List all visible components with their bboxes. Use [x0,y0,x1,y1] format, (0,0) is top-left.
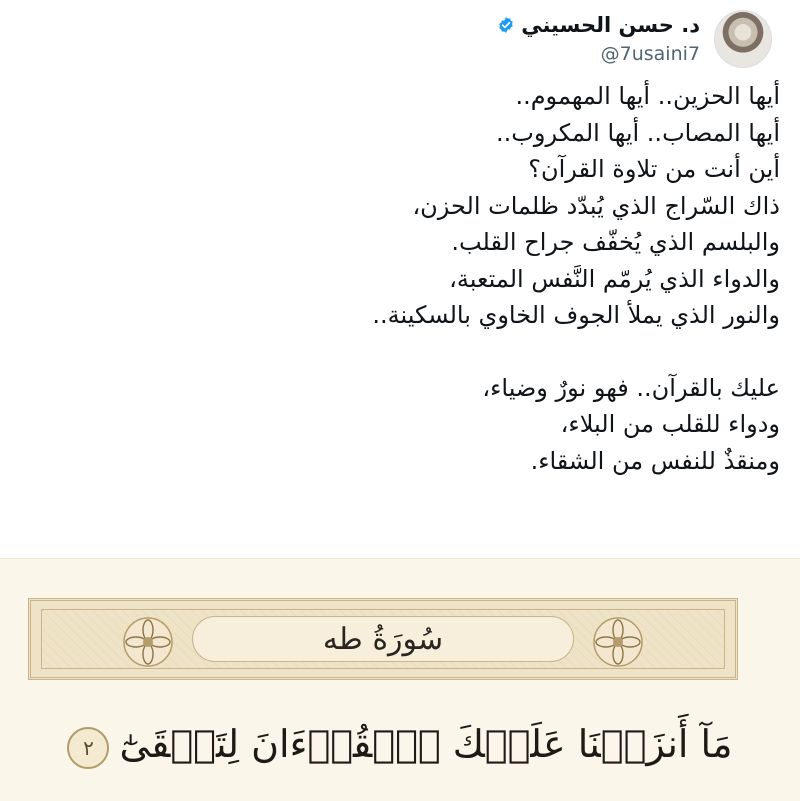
tweet-text [20,78,780,479]
ayah-text: مَآ أَنزَلۡنَا عَلَيۡكَ ٱلۡقُرۡءَانَ لِتَشۡقَىٰٓ [119,722,733,766]
rosette-ornament-icon [592,616,644,668]
tweet-line: والبلسم الذي يُخفّف جراح القلب. [451,228,780,256]
handle[interactable]: @7usaini7 [600,43,700,65]
ayah-verse [0,716,800,772]
surah-title-cartouche [192,616,574,662]
tweet-header [497,10,772,68]
paragraph-gap [20,334,780,370]
surah-title: سُورَةُ طه [322,621,444,657]
author-info [497,12,700,66]
name-row [497,12,700,38]
tweet-line: عليك بالقرآن.. فهو نورٌ وضياء، [482,373,780,402]
tweet-line: أيها المصاب.. أيها المكروب.. [496,118,780,147]
display-name[interactable]: د. حسن الحسيني [521,13,700,37]
verified-badge-icon [497,16,515,34]
rosette-ornament-icon [122,616,174,668]
tweet-line: ودواء للقلب من البلاء، [560,410,780,438]
tweet-line: والنور الذي يملأ الجوف الخاوي بالسكينة.. [372,301,780,329]
surah-banner [28,598,738,680]
ayah-number: ٢ [67,727,109,769]
tweet-line: أيها الحزين.. أيها المهموم.. [515,82,780,110]
avatar[interactable] [714,10,772,68]
tweet-line: ذاك السّراج الذي يُبدّد ظلمات الحزن، [412,191,780,220]
banner-pattern [41,609,725,669]
tweet-line: أين أنت من تلاوة القرآن؟ [528,155,780,183]
tweet-line: ومنقذٌ للنفس من الشقاء. [530,446,780,475]
tweet-line: والدواء الذي يُرمّم النَّفس المتعبة، [449,264,780,293]
